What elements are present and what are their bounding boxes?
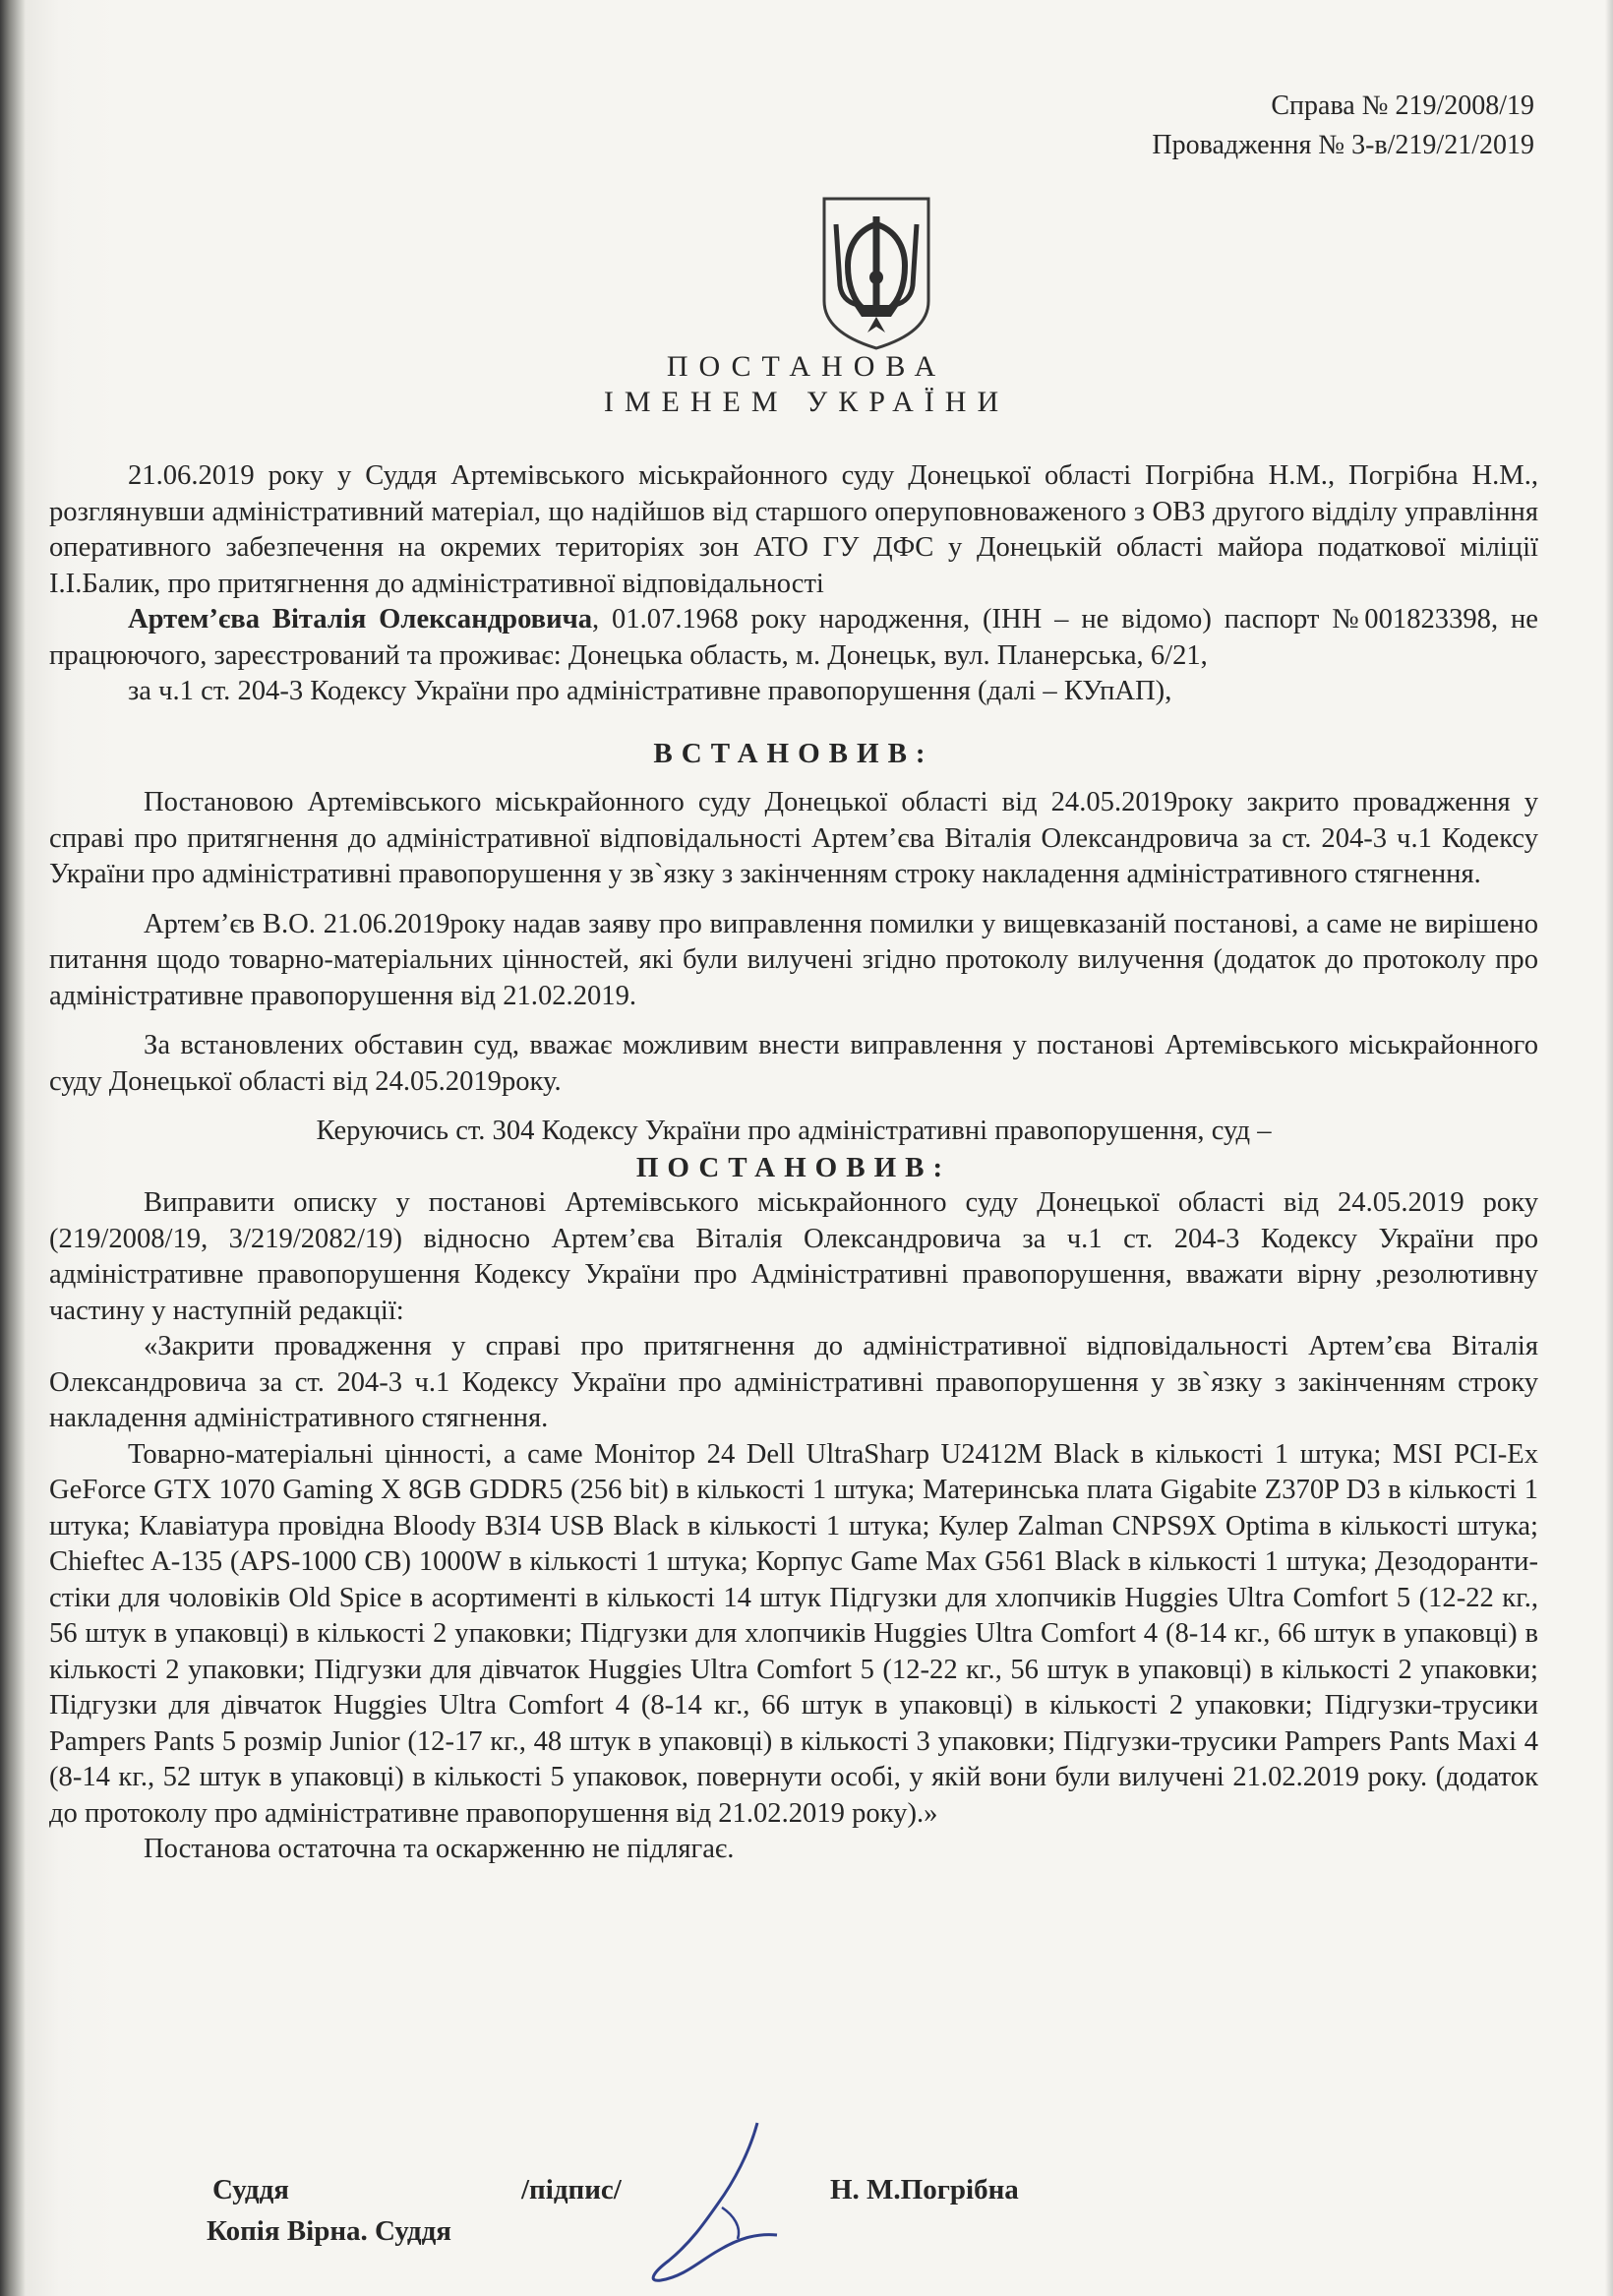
established-paragraph-1: Постановою Артемівського міськрайонного суду Донецької області від 24.05.2019року закрито провадження у справі про притягнення до адміністративної відповідальності Артем’єва Віталія Олександровича за ст. 204-3 ч.1 Кодексу України про адміністративні правопорушення у зв`язку з закінченням строку накладення адміністративного стягнення. [49,787,1538,889]
guided-line: Керуючись ст. 304 Кодексу України про адміністративні правопорушення, суд – [316,1116,1272,1146]
established-paragraph-2: Артем’єв В.О. 21.06.2019року надав заяву про виправлення помилки у вищевказаній постанові, а саме не вирішено питання щодо товарно-матеріальних цінностей, які були вилучені згідно протоколу вилучення (додаток до протоколу про адміністративне правопорушення від 21.02.2019. [49,908,1538,1011]
copy-certified-label: Копія Вірна. Суддя [207,2215,451,2247]
final-note: Постанова остаточна та оскарженню не підлягає. [144,1834,735,1864]
page-edge-shadow [1605,0,1613,2296]
case-number: Справа № 219/2008/19 [1271,91,1534,121]
intro-paragraph: 21.06.2019 року у Суддя Артемівського міськрайонного суду Донецької області Погрібна Н.М., Погрібна Н.М., розглянувши адміністративний матеріал, що надійшов від старшого оперуповноваженого з ОВЗ другого відділу управління оперативного забезпечення на окремих територіях зон АТО ГУ ДФС у Донецькій області майора податкової міліції І.І.Балик, про притягнення до адміністративної відповідальності [49,460,1538,599]
resolved-paragraph-2: «Закрити провадження у справі про притягнення до адміністративної відповідальності Артем’єва Віталія Олександровича за ст. 204-3 ч.1 Кодексу України про адміністративні правопорушення у зв`язку з закінченням строку накладення адміністративного стягнення. [49,1331,1538,1433]
resolved-title: ПОСТАНОВИВ: [635,1151,952,1183]
trident-coat-of-arms-icon [818,195,934,350]
resolved-paragraph-3: Товарно-матеріальні цінності, а саме Монітор 24 Dell UltraSharp U2412M Black в кількості 1 штука; MSI PCI-Ex GeForce GTX 1070 Gaming X 8GB GDDR5 (256 bit) в кількості 1 штука; Материнська плата Gigabite Z370P D3 в кількості 1 штука; Клавіатура провідна Bloody B3I4 USB Black в кількості 1 штука; Кулер Zalman CNPS9X Optima в кількості штука; Chieftec A-135 (APS-1000 CB) 1000W в кількості 1 штука; Корпус Game Max G561 Black в кількості 1 штука; Дезодоранти-стіки для чоловіків Old Spice в асортименті в кількості 14 штук Підгузки для хлопчиків Huggies Ultra Comfort 5 (12-22 кг., 56 штук в упаковці) в кількості 2 упаковки; Підгузки для хлопчиків Huggies Ultra Comfort 4 (8-14 кг., 66 штук в упаковці) в кількості 2 упаковки; Підгузки для дівчаток Huggies Ultra Comfort 5 (12-22 кг., 56 штук в упаковці) в кількості 2 упаковки; Підгузки для дівчаток Huggies Ultra Comfort 4 (8-14 кг., 66 штук в упаковці) в кількості 2 упаковки; Підгузки-трусики Pampers Pants 5 розмір Junior (12-17 кг., 48 штук в упаковці) в кількості 3 упаковки; Підгузки-трусики Pampers Pants Maxi 4 (8-14 кг., 52 штук в упаковці) в кількості 5 упаковок, повернути особі, у якій вони були вилучені 21.02.2019 року. (додаток до протоколу про адміністративне правопорушення від 21.02.2019 року).» [49,1438,1538,1829]
resolved-paragraph-1: Виправити описку у постанові Артемівського міськрайонного суду Донецької області від 24.05.2019 року (219/2008/19, 3/219/2082/19) відносно Артем’єва Віталія Олександровича за ч.1 ст. 204-3 Кодексу України про адміністративне правопорушення Кодексу України про Адміністративні правопорушення, вважати вірну ,резолютивну частину у наступній редакції: [49,1187,1538,1326]
proceeding-number: Провадження № 3-в/219/21/2019 [1152,130,1534,160]
signature-mark: /підпис/ [521,2174,622,2205]
established-paragraph-3: За встановлених обставин суд, вважає можливим внести виправлення у постанові Артемівського міськрайонного суду Донецької області від 24.05.2019року. [49,1030,1538,1097]
established-title: ВСТАНОВИВ: [653,737,934,769]
article-line: за ч.1 ст. 204-3 Кодексу України про адміністративне правопорушення (далі – КУпАП), [128,676,1172,706]
document-title: ПОСТАНОВА [666,350,947,383]
document-subtitle: ІМЕНЕМ УКРАЇНИ [603,386,1010,418]
judge-name: Н. М.Погрібна [830,2174,1019,2205]
document-body [49,458,1538,1868]
person-paragraph [49,602,1538,674]
signature-block [0,2172,1613,2290]
case-reference [1152,87,1534,165]
person-details: , 01.07.1968 року народження, (ІНН – не відомо) паспорт №001823398, не працюючого, зареєстрований та проживає: Донецька область, м. Донецьк, вул. Планерська, 6/21, [49,604,1538,671]
person-name: Артем’єва Віталія Олександровича [128,604,592,634]
judge-label: Суддя [212,2174,289,2205]
